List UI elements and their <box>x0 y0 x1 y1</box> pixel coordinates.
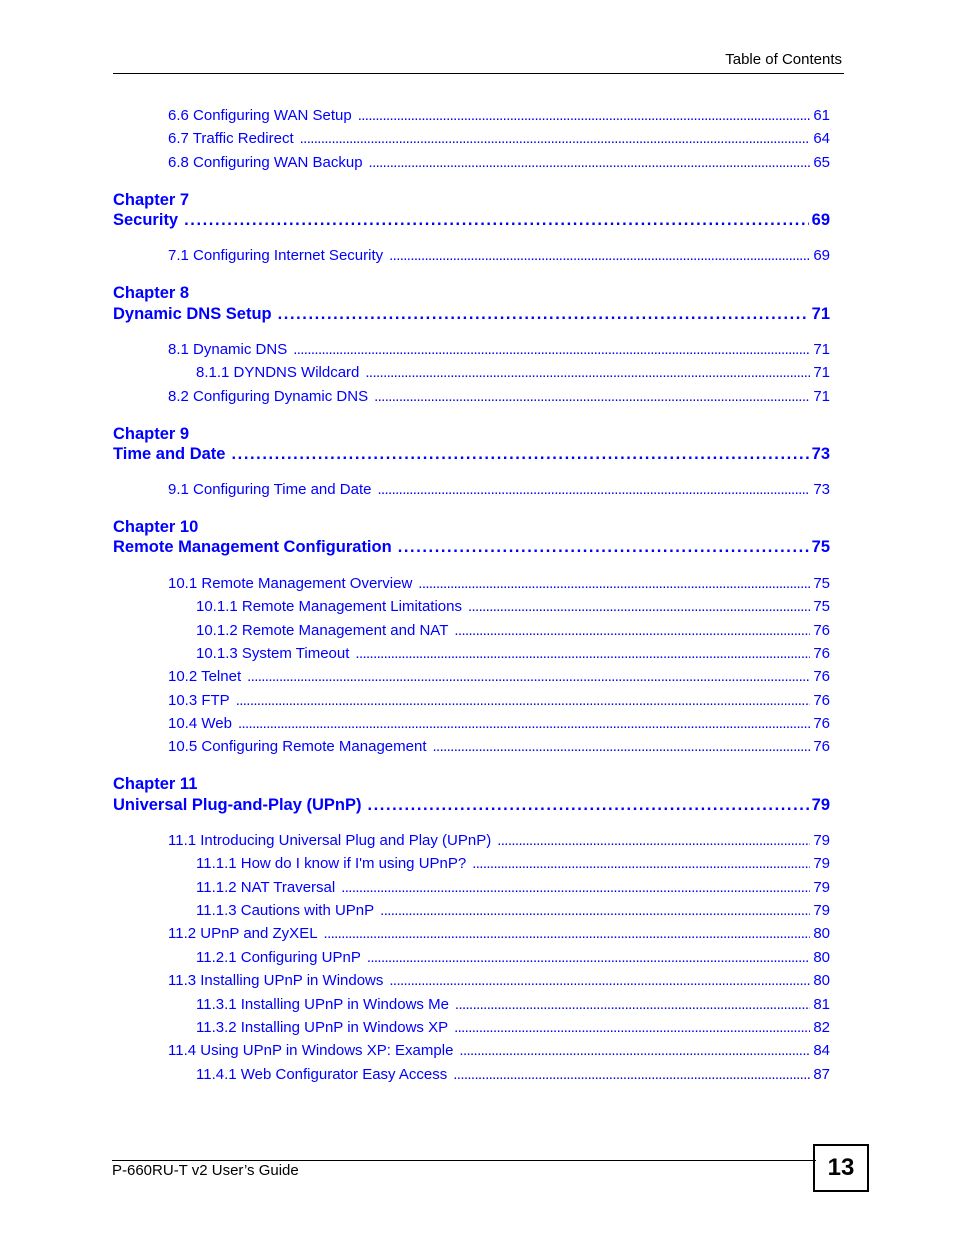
dot-leader <box>398 537 809 557</box>
chapter-page: 69 <box>811 211 830 229</box>
toc-entry[interactable] <box>196 949 830 967</box>
toc-entry[interactable] <box>168 341 830 359</box>
chapter-page: 71 <box>811 305 830 323</box>
toc-entry[interactable] <box>196 879 830 897</box>
toc-entry-label: 11.1.1 How do I know if I'm using UPnP? <box>196 855 467 872</box>
dot-leader <box>455 996 810 1014</box>
toc-entry-label: 11.2.1 Configuring UPnP <box>196 949 361 966</box>
dot-leader <box>472 855 810 873</box>
toc-entry-page: 61 <box>813 107 830 124</box>
dot-leader <box>433 738 811 756</box>
toc-entry-page: 76 <box>813 622 830 639</box>
toc-entry-label: 10.1.3 System Timeout <box>196 645 350 662</box>
toc-entry-page: 84 <box>813 1042 830 1059</box>
dot-leader <box>278 304 809 324</box>
dot-leader <box>367 795 808 815</box>
toc-entry-label: 9.1 Configuring Time and Date <box>168 481 372 498</box>
dot-leader <box>324 925 811 943</box>
toc-entry-page: 76 <box>813 738 830 755</box>
toc-entry-label: 11.1.2 NAT Traversal <box>196 879 336 896</box>
toc-entry-label: 11.2 UPnP and ZyXEL <box>168 925 318 942</box>
toc-entry-page: 79 <box>813 902 830 919</box>
header-section-title: Table of Contents <box>725 51 842 68</box>
toc-entry[interactable] <box>168 107 830 125</box>
toc-entry-page: 76 <box>813 645 830 662</box>
dot-leader <box>300 130 811 148</box>
toc-entry[interactable] <box>196 902 830 920</box>
toc-entry-label: 11.4 Using UPnP in Windows XP: Example <box>168 1042 454 1059</box>
toc-entry[interactable] <box>168 832 830 850</box>
toc-entry[interactable] <box>168 738 830 756</box>
dot-leader <box>367 949 810 967</box>
toc-entry-page: 76 <box>813 715 830 732</box>
toc-entry[interactable] <box>196 364 830 382</box>
chapter-title: Remote Management Configuration <box>113 538 392 556</box>
toc-entry-label: 11.4.1 Web Configurator Easy Access <box>196 1066 448 1083</box>
dot-leader <box>341 879 810 897</box>
toc-entry-page: 71 <box>813 364 830 381</box>
chapter-title-link[interactable] <box>113 537 830 557</box>
dot-leader <box>247 668 810 686</box>
toc-entry-label: 8.1 Dynamic DNS <box>168 341 288 358</box>
dot-leader <box>355 645 810 663</box>
toc-entry[interactable] <box>168 130 830 148</box>
toc-entry[interactable] <box>168 154 830 172</box>
toc-entry-page: 71 <box>813 388 830 405</box>
toc-entry-label: 11.3 Installing UPnP in Windows <box>168 972 384 989</box>
toc-entry-label: 6.8 Configuring WAN Backup <box>168 154 363 171</box>
chapter-label: Chapter 11 <box>113 775 198 793</box>
dot-leader <box>293 341 810 359</box>
footer-guide-title: P-660RU-T v2 User’s Guide <box>112 1162 299 1179</box>
toc-entry-label: 11.3.1 Installing UPnP in Windows Me <box>196 996 449 1013</box>
toc-entry-page: 75 <box>813 575 830 592</box>
chapter-page: 79 <box>811 796 830 814</box>
toc-entry[interactable] <box>168 481 830 499</box>
dot-leader <box>231 444 808 464</box>
footer-divider <box>112 1160 816 1161</box>
toc-entry[interactable] <box>168 575 830 593</box>
toc-entry-page: 79 <box>813 879 830 896</box>
toc-entry[interactable] <box>168 972 830 990</box>
toc-entry-label: 10.1.1 Remote Management Limitations <box>196 598 462 615</box>
chapter-title-link[interactable] <box>113 444 830 464</box>
dot-leader <box>389 972 810 990</box>
dot-leader <box>454 622 810 640</box>
toc-entry[interactable] <box>196 1019 830 1037</box>
toc-entry[interactable] <box>196 622 830 640</box>
header-divider <box>113 73 844 74</box>
toc-entry-label: 8.2 Configuring Dynamic DNS <box>168 388 369 405</box>
toc-entry-label: 10.1 Remote Management Overview <box>168 575 413 592</box>
chapter-label: Chapter 8 <box>113 284 190 302</box>
toc-entry-label: 11.3.2 Installing UPnP in Windows XP <box>196 1019 449 1036</box>
dot-leader <box>358 107 811 125</box>
toc-entry-page: 71 <box>813 341 830 358</box>
toc-entry[interactable] <box>168 925 830 943</box>
dot-leader <box>380 902 810 920</box>
toc-entry[interactable] <box>168 668 830 686</box>
dot-leader <box>497 832 810 850</box>
toc-entry-page: 79 <box>813 855 830 872</box>
chapter-page: 73 <box>811 445 830 463</box>
toc-entry[interactable] <box>168 247 830 265</box>
toc-entry-label: 10.2 Telnet <box>168 668 242 685</box>
toc-entry-label: 6.6 Configuring WAN Setup <box>168 107 352 124</box>
toc-entry-label: 6.7 Traffic Redirect <box>168 130 294 147</box>
toc-entry[interactable] <box>196 855 830 873</box>
chapter-title: Security <box>113 211 179 229</box>
dot-leader <box>365 364 810 382</box>
toc-entry-label: 7.1 Configuring Internet Security <box>168 247 384 264</box>
toc-entry-page: 82 <box>813 1019 830 1036</box>
dot-leader <box>389 247 810 265</box>
toc-entry-label: 8.1.1 DYNDNS Wildcard <box>196 364 360 381</box>
toc-entry[interactable] <box>168 1042 830 1060</box>
chapter-title-link[interactable] <box>113 795 830 815</box>
chapter-label: Chapter 7 <box>113 191 190 209</box>
chapter-label: Chapter 10 <box>113 518 199 536</box>
toc-entry[interactable] <box>196 1066 830 1084</box>
toc-entry-label: 10.1.2 Remote Management and NAT <box>196 622 449 639</box>
dot-leader <box>374 388 810 406</box>
toc-entry-label: 10.4 Web <box>168 715 232 732</box>
toc-entry[interactable] <box>196 996 830 1014</box>
dot-leader <box>369 154 811 172</box>
toc-entry[interactable] <box>196 598 830 616</box>
toc-entry-page: 65 <box>813 154 830 171</box>
toc-entry-label: 11.1.3 Cautions with UPnP <box>196 902 375 919</box>
toc-entry[interactable] <box>196 645 830 663</box>
chapter-title-link[interactable] <box>113 210 830 230</box>
toc-entry-page: 73 <box>813 481 830 498</box>
toc-entry-page: 79 <box>813 832 830 849</box>
dot-leader <box>238 715 810 733</box>
chapter-title-link[interactable] <box>113 304 830 324</box>
dot-leader <box>459 1042 810 1060</box>
dot-leader <box>377 481 810 499</box>
dot-leader <box>454 1019 810 1037</box>
toc-entry-page: 64 <box>813 130 830 147</box>
toc-entry[interactable] <box>168 692 830 710</box>
chapter-title: Dynamic DNS Setup <box>113 305 272 323</box>
dot-leader <box>468 598 810 616</box>
dot-leader <box>418 575 810 593</box>
toc-entry-page: 75 <box>813 598 830 615</box>
toc-entry-page: 80 <box>813 925 830 942</box>
chapter-page: 75 <box>811 538 830 556</box>
toc-entry[interactable] <box>168 715 830 733</box>
toc-entry-page: 87 <box>813 1066 830 1083</box>
toc-entry-label: 11.1 Introducing Universal Plug and Play (UPnP) <box>168 832 492 849</box>
page-number-box <box>813 1144 869 1192</box>
chapter-title: Time and Date <box>113 445 226 463</box>
page-number: 13 <box>827 1154 855 1181</box>
toc-entry-page: 76 <box>813 692 830 709</box>
toc-entry-page: 80 <box>813 949 830 966</box>
chapter-title: Universal Plug-and-Play (UPnP) <box>113 796 362 814</box>
toc-entry-page: 76 <box>813 668 830 685</box>
toc-entry[interactable] <box>168 388 830 406</box>
chapter-label: Chapter 9 <box>113 425 190 443</box>
toc-entry-label: 10.5 Configuring Remote Management <box>168 738 427 755</box>
dot-leader <box>184 210 809 230</box>
toc-entry-page: 69 <box>813 247 830 264</box>
toc-entry-page: 80 <box>813 972 830 989</box>
dot-leader <box>453 1066 810 1084</box>
toc-entry-page: 81 <box>813 996 830 1013</box>
toc-entry-label: 10.3 FTP <box>168 692 230 709</box>
dot-leader <box>236 692 811 710</box>
